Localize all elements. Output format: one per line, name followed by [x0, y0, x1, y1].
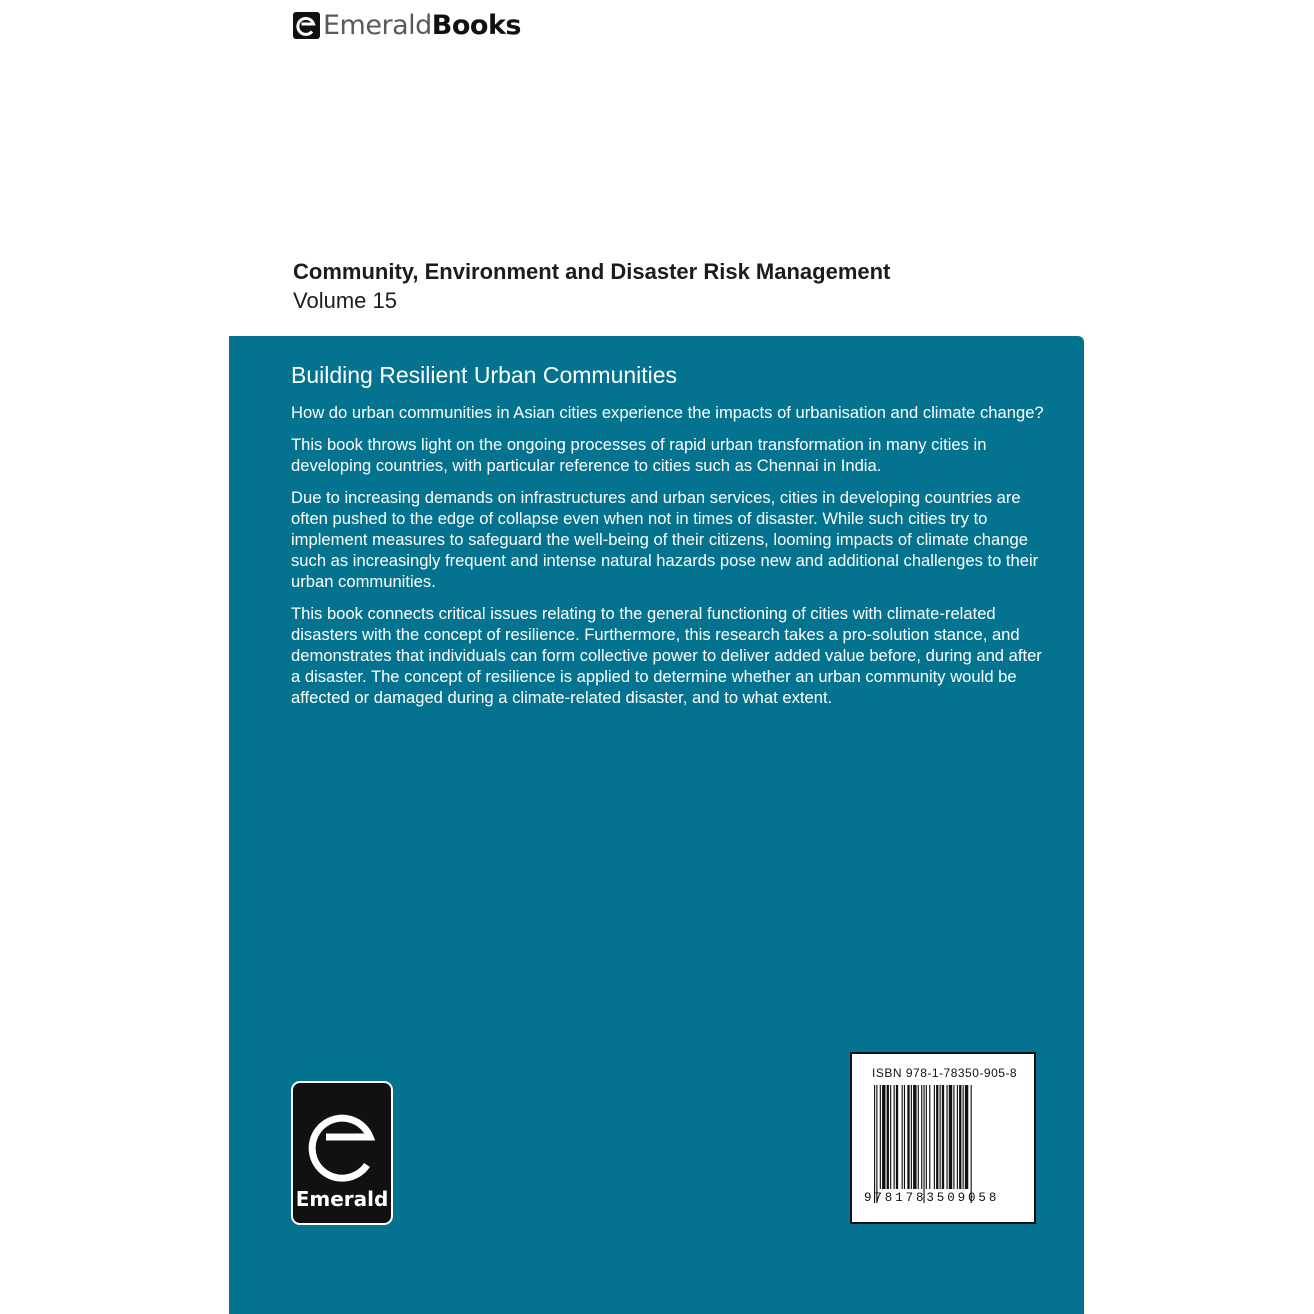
blurb-paragraph: This book throws light on the ongoing processes of rapid urban transformation in many cities in developing countries, with particular reference to cities such as Chennai in India. — [291, 435, 987, 475]
blurb-area — [291, 360, 1046, 719]
isbn-label: ISBN 978-1-78350-905-8 — [872, 1066, 1018, 1080]
back-cover-panel — [229, 336, 1084, 1314]
blurb-paragraph: Due to increasing demands on infrastructures and urban services, cities in developing countries are often pushed to the edge of collapse even when not in times of disaster. While such cities try to implement measures to safeguard the well-being of their citizens, looming impacts of climate change such as increasingly frequent and intense natural hazards pose new and additional challenges to their urban communities. — [291, 488, 1039, 591]
barcode-bars — [874, 1085, 1016, 1203]
barcode-digits: 9781783509058 — [864, 1191, 1000, 1205]
emerald-logo — [291, 1081, 393, 1225]
series-volume: Volume 15 — [293, 288, 397, 313]
emerald-e-icon — [293, 12, 320, 39]
isbn-barcode — [850, 1052, 1036, 1224]
blurb-paragraph: How do urban communities in Asian cities experience the impacts of urbanisation and climate change? — [291, 403, 1044, 422]
blurb-paragraph: This book connects critical issues relating to the general functioning of cities with climate-related disasters with the concept of resilience. Furthermore, this research takes a pro-solution stance, and demonstrates that individuals can form collective power to deliver added value before, during and after a disaster. The concept of resilience is applied to determine whether an urban community would be affected or damaged during a climate-related disaster, and to what extent. — [291, 604, 1042, 707]
series-block — [293, 258, 890, 316]
blurb — [291, 402, 1046, 708]
publisher-brand — [293, 8, 521, 42]
brand-name-bold: Books — [431, 9, 521, 41]
book-title: Building Resilient Urban Communities — [291, 362, 678, 388]
series-title: Community, Environment and Disaster Risk Management — [293, 259, 891, 284]
brand-name-light: Emerald — [323, 9, 432, 41]
emerald-logo-text: Emerald — [295, 1187, 389, 1211]
